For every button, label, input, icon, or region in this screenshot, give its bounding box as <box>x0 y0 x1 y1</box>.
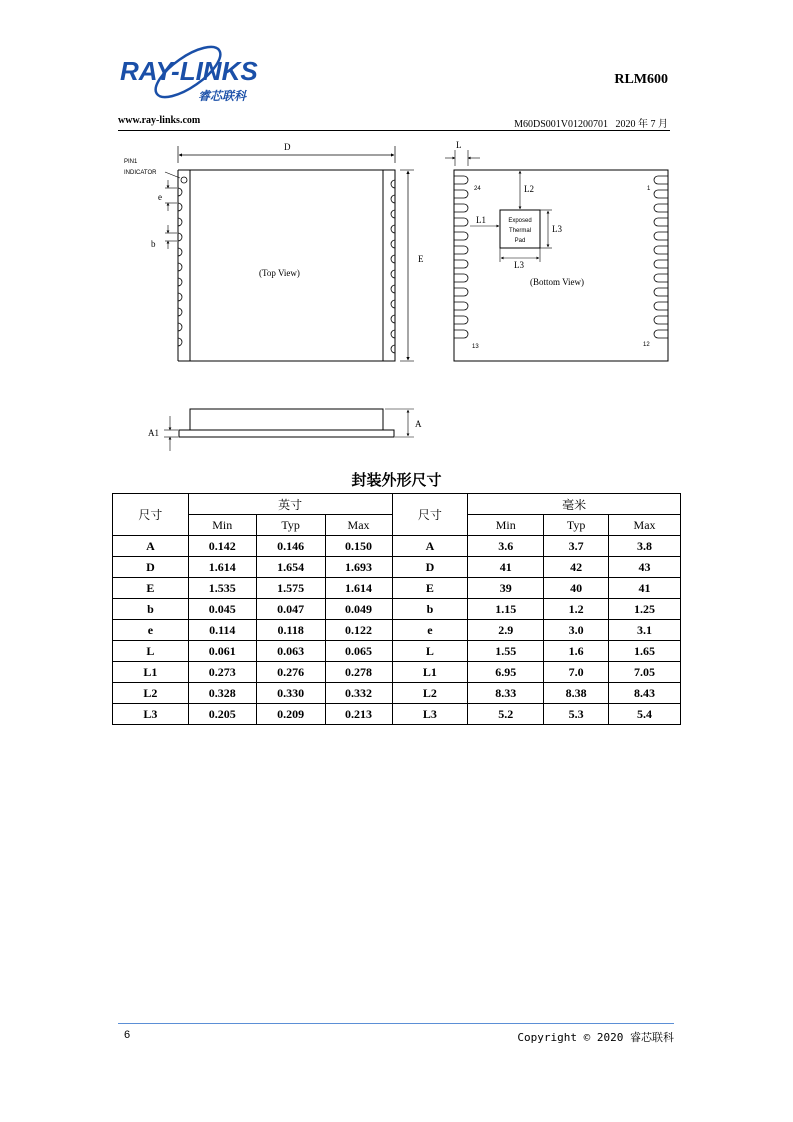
value-cell: 1.535 <box>188 578 256 599</box>
value-cell: 41 <box>468 557 544 578</box>
value-cell: 0.273 <box>188 662 256 683</box>
value-cell: 0.328 <box>188 683 256 704</box>
value-cell: 3.1 <box>609 620 681 641</box>
table-row <box>113 662 681 683</box>
table-row <box>113 599 681 620</box>
header-mm-min: Min <box>468 515 544 536</box>
value-cell: 1.614 <box>325 578 392 599</box>
value-cell: 0.122 <box>325 620 392 641</box>
pad-label-line3: Pad <box>514 238 526 244</box>
dim-label-A: A <box>415 419 422 429</box>
dim-cell: b <box>113 599 189 620</box>
dim-label-E: E <box>418 254 424 264</box>
header-rule <box>118 130 670 131</box>
dim-cell: L1 <box>113 662 189 683</box>
table-row <box>113 683 681 704</box>
value-cell: 0.065 <box>325 641 392 662</box>
value-cell: 5.4 <box>609 704 681 725</box>
dim-cell: E <box>113 578 189 599</box>
value-cell: 8.43 <box>609 683 681 704</box>
dim-cell: L3 <box>113 704 189 725</box>
value-cell: 3.8 <box>609 536 681 557</box>
value-cell: 1.55 <box>468 641 544 662</box>
header-dim-mm: 尺寸 <box>392 494 468 536</box>
pin1-label-line2: INDICATOR <box>124 170 157 176</box>
product-name: RLM600 <box>614 72 668 87</box>
dim-label-e: e <box>158 192 162 202</box>
header-mm: 毫米 <box>468 494 681 515</box>
value-cell: 1.6 <box>544 641 609 662</box>
value-cell: 7.05 <box>609 662 681 683</box>
header-inch-max: Max <box>325 515 392 536</box>
value-cell: 0.142 <box>188 536 256 557</box>
doc-date: 2020 年 7 月 <box>615 119 668 130</box>
value-cell: 0.205 <box>188 704 256 725</box>
value-cell: 1.575 <box>256 578 325 599</box>
table-row <box>113 641 681 662</box>
dim-cell: A <box>392 536 468 557</box>
pin1-indicator-dot <box>181 177 187 183</box>
table-row <box>113 578 681 599</box>
bottom-view <box>445 140 668 361</box>
value-cell: 1.654 <box>256 557 325 578</box>
dim-label-L3-right: L3 <box>552 224 562 234</box>
doc-id: M60DS001V01200701 <box>514 119 608 130</box>
value-cell: 8.38 <box>544 683 609 704</box>
dim-cell: L <box>113 641 189 662</box>
pin1-label-line1: PIN1 <box>124 159 138 165</box>
table-row <box>113 557 681 578</box>
value-cell: 39 <box>468 578 544 599</box>
dimensions-table-body <box>113 536 681 725</box>
header-dim-inch: 尺寸 <box>113 494 189 536</box>
dim-cell: E <box>392 578 468 599</box>
dim-label-L2: L2 <box>524 184 534 194</box>
value-cell: 0.118 <box>256 620 325 641</box>
dim-label-A1: A1 <box>148 428 159 438</box>
value-cell: 0.330 <box>256 683 325 704</box>
value-cell: 1.614 <box>188 557 256 578</box>
value-cell: 40 <box>544 578 609 599</box>
table-row <box>113 536 681 557</box>
value-cell: 3.0 <box>544 620 609 641</box>
header-mm-typ: Typ <box>544 515 609 536</box>
side-view <box>148 409 422 451</box>
dim-cell: L2 <box>392 683 468 704</box>
pad-label-line1: Exposed <box>508 218 532 224</box>
dim-cell: b <box>392 599 468 620</box>
dim-label-D: D <box>284 142 291 152</box>
value-cell: 6.95 <box>468 662 544 683</box>
page-header <box>118 32 668 132</box>
value-cell: 41 <box>609 578 681 599</box>
dim-cell: L2 <box>113 683 189 704</box>
value-cell: 0.114 <box>188 620 256 641</box>
value-cell: 3.7 <box>544 536 609 557</box>
dim-label-L1: L1 <box>476 215 486 225</box>
dim-cell: L <box>392 641 468 662</box>
header-mm-max: Max <box>609 515 681 536</box>
dim-cell: D <box>392 557 468 578</box>
pin-1-label: 1 <box>647 186 651 192</box>
pad-label-line2: Thermal <box>508 228 532 234</box>
table-row <box>113 620 681 641</box>
top-view <box>124 142 424 361</box>
dim-cell: A <box>113 536 189 557</box>
value-cell: 0.213 <box>325 704 392 725</box>
value-cell: 2.9 <box>468 620 544 641</box>
package-drawing <box>0 135 793 460</box>
table-row <box>113 704 681 725</box>
value-cell: 0.049 <box>325 599 392 620</box>
pin-24-label: 24 <box>474 186 481 192</box>
value-cell: 3.6 <box>468 536 544 557</box>
website-url: www.ray-links.com <box>118 115 201 126</box>
value-cell: 1.15 <box>468 599 544 620</box>
dim-label-b: b <box>151 239 156 249</box>
table-caption: 封装外形尺寸 <box>351 473 442 489</box>
logo-text: RAY-LINKS <box>120 56 258 86</box>
header-inch-typ: Typ <box>256 515 325 536</box>
value-cell: 0.061 <box>188 641 256 662</box>
dim-label-L: L <box>456 140 462 150</box>
value-cell: 1.2 <box>544 599 609 620</box>
copyright-text: Copyright © 2020 睿芯联科 <box>517 1031 674 1044</box>
header-inch-min: Min <box>188 515 256 536</box>
header-inch: 英寸 <box>188 494 392 515</box>
value-cell: 0.047 <box>256 599 325 620</box>
dim-cell: D <box>113 557 189 578</box>
value-cell: 42 <box>544 557 609 578</box>
pin-12-label: 12 <box>643 342 650 348</box>
dimensions-table <box>112 493 681 725</box>
value-cell: 0.146 <box>256 536 325 557</box>
dim-cell: e <box>392 620 468 641</box>
value-cell: 1.25 <box>609 599 681 620</box>
value-cell: 5.2 <box>468 704 544 725</box>
value-cell: 43 <box>609 557 681 578</box>
value-cell: 7.0 <box>544 662 609 683</box>
footer-rule <box>118 1023 674 1024</box>
value-cell: 0.045 <box>188 599 256 620</box>
logo-subtext: 睿芯联科 <box>198 89 247 103</box>
dim-cell: e <box>113 620 189 641</box>
bottom-view-label: (Bottom View) <box>530 277 585 287</box>
value-cell: 0.278 <box>325 662 392 683</box>
doc-info <box>514 115 668 130</box>
value-cell: 0.150 <box>325 536 392 557</box>
value-cell: 0.209 <box>256 704 325 725</box>
top-view-label: (Top View) <box>259 268 300 278</box>
pin-13-label: 13 <box>472 344 479 350</box>
value-cell: 0.276 <box>256 662 325 683</box>
ray-links-logo <box>118 32 278 112</box>
value-cell: 1.65 <box>609 641 681 662</box>
dim-cell: L3 <box>392 704 468 725</box>
value-cell: 0.332 <box>325 683 392 704</box>
value-cell: 1.693 <box>325 557 392 578</box>
page-number: 6 <box>124 1029 131 1041</box>
dim-label-L3-bottom: L3 <box>514 260 524 270</box>
value-cell: 0.063 <box>256 641 325 662</box>
value-cell: 5.3 <box>544 704 609 725</box>
dim-cell: L1 <box>392 662 468 683</box>
value-cell: 8.33 <box>468 683 544 704</box>
